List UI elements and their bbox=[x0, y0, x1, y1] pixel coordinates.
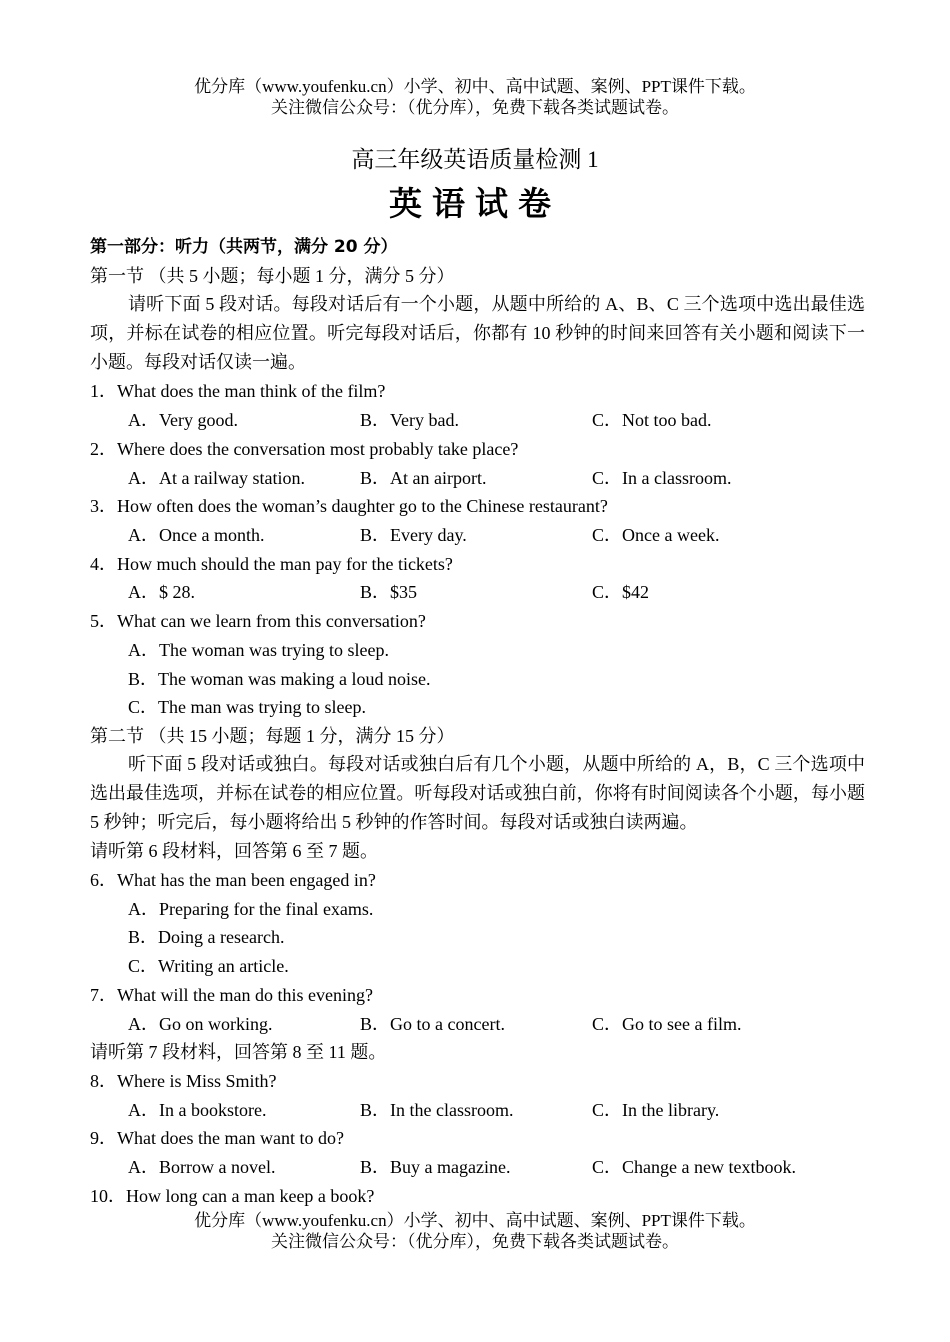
option-c: C．In a classroom. bbox=[592, 468, 732, 488]
option-b: B．Go to a concert. bbox=[360, 1014, 505, 1034]
exam-title: 英语试卷 bbox=[389, 187, 561, 223]
material-7-instruction: 请听第 7 段材料，回答第 8 至 11 题。 bbox=[90, 1042, 387, 1062]
section1-heading: 第一节 （共 5 小题；每小题 1 分，满分 5 分） bbox=[90, 266, 455, 286]
option-b: B．Buy a magazine. bbox=[360, 1157, 511, 1177]
question-stem: 10．How long can a man keep a book? bbox=[90, 1186, 375, 1206]
section1-instructions: 请听下面 5 段对话。每段对话后有一个小题，从题中所给的 A、B、C 三个选项中选出最佳选项，并标在试卷的相应位置。听完每段对话后，你都有 10 秒钟的时间来回答有关小题和阅读下一小题。每段对话仅读一遍。 bbox=[90, 294, 865, 372]
option-a: A．Go on working. bbox=[128, 1014, 273, 1034]
option-a: A．Once a month. bbox=[128, 525, 265, 545]
option-c: C．Go to see a film. bbox=[592, 1014, 742, 1034]
question-stem: 7．What will the man do this evening? bbox=[90, 985, 373, 1005]
option-b: B．Every day. bbox=[360, 525, 467, 545]
option-c: C．Once a week. bbox=[592, 525, 720, 545]
option-c: C．In the library. bbox=[592, 1100, 720, 1120]
option-a: A．Borrow a novel. bbox=[128, 1157, 276, 1177]
question-stem: 6．What has the man been engaged in? bbox=[90, 870, 376, 890]
question-stem: 4．How much should the man pay for the tickets? bbox=[90, 554, 453, 574]
option-c: C．Not too bad. bbox=[592, 410, 712, 430]
part1-heading: 第一部分：听力（共两节，满分 20 分） bbox=[90, 237, 398, 257]
section2-heading: 第二节 （共 15 小题；每题 1 分，满分 15 分） bbox=[90, 726, 455, 746]
exam-subtitle: 高三年级英语质量检测 1 bbox=[351, 147, 599, 172]
question-stem: 9．What does the man want to do? bbox=[90, 1128, 344, 1148]
option-a: A．$ 28. bbox=[128, 582, 195, 602]
footer-line-2: 关注微信公众号：（优分库），免费下载各类试题试卷。 bbox=[271, 1232, 679, 1251]
option-b: B．In the classroom. bbox=[360, 1100, 514, 1120]
option-a: A．In a bookstore. bbox=[128, 1100, 267, 1120]
option-b: B．At an airport. bbox=[360, 468, 487, 488]
question-stem: 5．What can we learn from this conversation? bbox=[90, 611, 426, 631]
question-stem: 3．How often does the woman’s daughter go to the Chinese restaurant? bbox=[90, 496, 608, 516]
option-c: C．The man was trying to sleep. bbox=[128, 697, 366, 717]
option-b: B．Doing a research. bbox=[128, 927, 285, 947]
option-a: A．Preparing for the final exams. bbox=[128, 899, 374, 919]
option-c: C．Writing an article. bbox=[128, 956, 289, 976]
option-b: B．The woman was making a loud noise. bbox=[128, 669, 431, 689]
option-c: C．Change a new textbook. bbox=[592, 1157, 796, 1177]
footer-line-1: 优分库（www.youfenku.cn）小学、初中、高中试题、案例、PPT课件下载。 bbox=[194, 1211, 756, 1230]
question-stem: 8．Where is Miss Smith? bbox=[90, 1071, 277, 1091]
option-a: A．At a railway station. bbox=[128, 468, 305, 488]
option-b: B．$35 bbox=[360, 582, 418, 602]
option-a: A．The woman was trying to sleep. bbox=[128, 640, 389, 660]
question-stem: 2．Where does the conversation most probably take place? bbox=[90, 439, 519, 459]
header-line-1: 优分库（www.youfenku.cn）小学、初中、高中试题、案例、PPT课件下载。 bbox=[194, 77, 756, 96]
section2-instructions: 听下面 5 段对话或独白。每段对话或独白后有几个小题，从题中所给的 A，B，C 三个选项中选出最佳选项，并标在试卷的相应位置。听每段对话或独白前，你将有时间阅读各个小题，每小题 5 秒钟；听完后，每小题将给出 5 秒钟的作答时间。每段对话或独白读两遍。 bbox=[90, 754, 865, 832]
header-line-2: 关注微信公众号：（优分库），免费下载各类试题试卷。 bbox=[271, 98, 679, 117]
question-stem: 1．What does the man think of the film? bbox=[90, 381, 386, 401]
material-6-instruction: 请听第 6 段材料，回答第 6 至 7 题。 bbox=[90, 841, 378, 861]
option-b: B．Very bad. bbox=[360, 410, 459, 430]
option-c: C．$42 bbox=[592, 582, 650, 602]
option-a: A．Very good. bbox=[128, 410, 238, 430]
